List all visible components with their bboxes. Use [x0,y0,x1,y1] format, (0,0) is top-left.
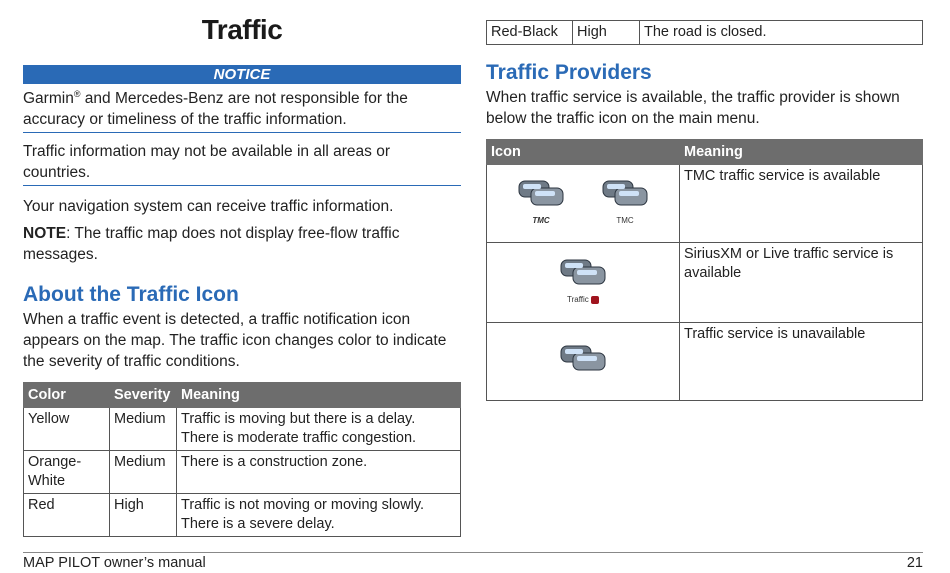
table-row [24,494,461,537]
table-cell-color: Red-Black [487,21,573,45]
manual-name: MAP PILOT owner’s manual [23,555,206,571]
table-row [24,451,461,494]
section-text-providers: When traffic service is available, the traffic provider is shown below the traffic icon on the main menu. [486,89,900,127]
severity-table-continued [486,20,923,45]
table-row [487,323,923,401]
table-header: Icon [487,140,680,165]
availability-note: Traffic information may not be available in all areas or countries. [23,141,461,186]
notice-text [23,84,461,133]
intro-text: Your navigation system can receive traffic information. [23,198,394,216]
table-cell-severity: High [573,21,640,45]
section-heading-traffic-icon: About the Traffic Icon [23,283,239,307]
table-cell-color: Red [24,494,110,537]
note-text: : The traffic map does not display free-flow traffic messages. [23,225,400,264]
icon-caption [557,290,609,309]
table-header: Color [24,383,110,408]
table-header-row [24,383,461,408]
section-heading-providers: Traffic Providers [486,61,652,84]
table-cell-meaning: There is a construction zone. [177,451,461,494]
table-header-row [487,140,923,165]
page-footer [23,552,923,571]
icon-cell [487,165,680,243]
notice-text-before: Garmin [23,90,74,108]
notice-text-after: and Mercedes-Benz are not responsible for the accuracy or timeliness of the traffic information. [23,90,408,129]
table-row [24,408,461,451]
registered-mark: ® [73,89,81,99]
table-row [487,165,923,243]
traffic-alert-icon [591,296,599,304]
note-paragraph [23,223,461,265]
traffic-car-icon [557,256,609,309]
table-header: Severity [110,383,177,408]
icon-cell [487,323,680,401]
table-cell-meaning: Traffic service is unavailable [680,323,923,401]
table-cell-severity: Medium [110,408,177,451]
table-cell-color: Orange-White [24,451,110,494]
icon-cell [487,243,680,323]
table-cell-meaning: SiriusXM or Live traffic service is available [680,243,923,323]
left-column [23,0,461,537]
table-cell-meaning: Traffic is moving but there is a delay. There is moderate traffic congestion. [177,408,461,451]
right-column [486,0,923,401]
icon-caption: TMC [616,216,634,225]
traffic-car-icon [599,177,651,230]
table-cell-severity: High [110,494,177,537]
table-header: Meaning [680,140,923,165]
page-title: Traffic [201,14,283,45]
icon-caption: TMC [532,216,550,225]
table-row [487,243,923,323]
notice-bar: NOTICE [23,65,461,84]
page-number: 21 [906,555,923,571]
table-row [487,21,923,45]
table-header: Meaning [177,383,461,408]
traffic-car-icon [557,342,609,376]
table-cell-meaning: The road is closed. [640,21,923,45]
section-text-traffic-icon: When a traffic event is detected, a traffic notification icon appears on the map. The traffic icon changes color to indicate the severity of traffic conditions. [23,311,447,371]
table-cell-severity: Medium [110,451,177,494]
icon-caption-text: Traffic [566,295,589,304]
table-cell-meaning: TMC traffic service is available [680,165,923,243]
severity-table [23,382,461,537]
note-label: NOTE [23,225,67,243]
table-cell-meaning: Traffic is not moving or moving slowly. There is a severe delay. [177,494,461,537]
traffic-car-icon [515,177,567,230]
providers-table [486,139,923,401]
table-cell-color: Yellow [24,408,110,451]
